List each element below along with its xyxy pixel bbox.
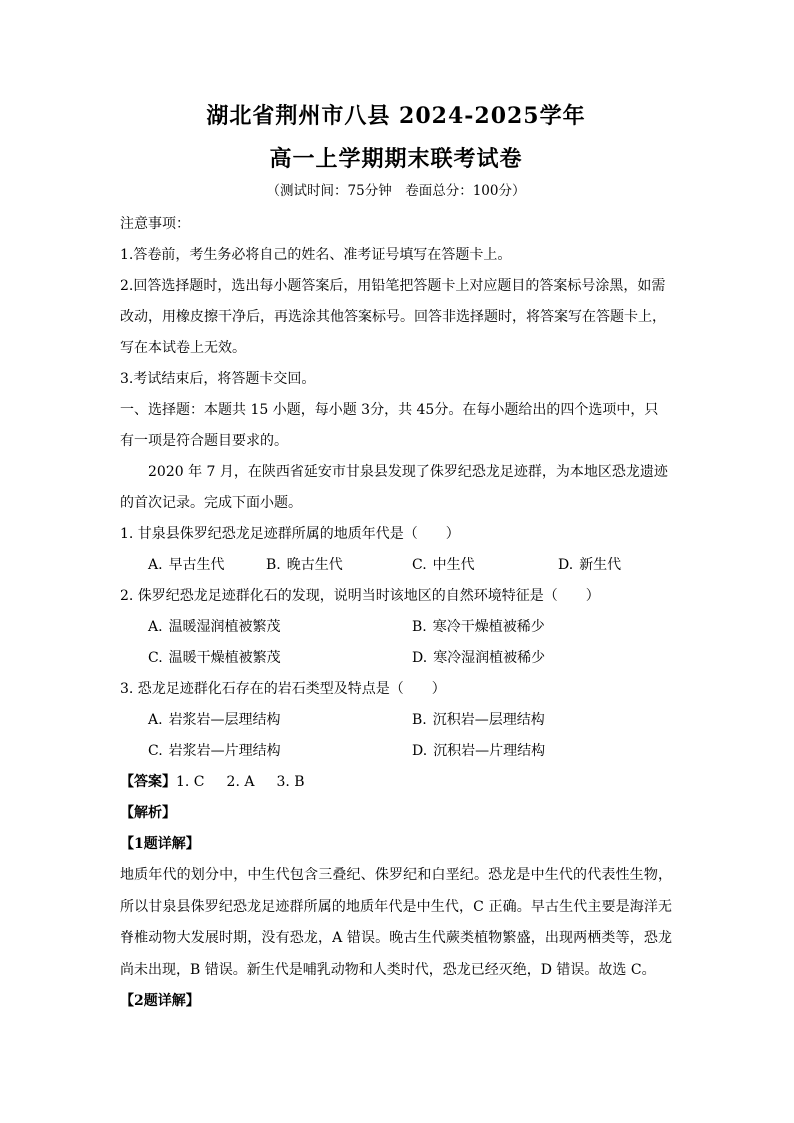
notice-item-2: 2.回答选择题时，选出每小题答案后，用铅笔把答题卡上对应题目的答案标号涂黑，如需改动，用橡皮擦干净后，再选涂其他答案标号。回答非选择题时，将答案写在答题卡上，写在本试卷上无效。 — [120, 278, 666, 356]
option-d — [412, 643, 672, 674]
question-1-options — [120, 550, 672, 581]
q1-analysis-text: 地质年代的划分中，中生代包含三叠纪、侏罗纪和白垩纪。恐龙是中生代的代表性生物，所以甘泉县侏罗纪恐龙足迹群所属的地质年代是中生代，C 正确。早古生代主要是海洋无脊椎动物大发展时期，没有恐龙，A 错误。晚古生代蕨类植物繁盛，出现两栖类等，恐龙尚未出现，B 错误。新生代是哺乳动物和人类时代，恐龙已经灭绝，D 错误。故选 C。 — [120, 867, 672, 978]
option-b — [412, 705, 672, 736]
answer-label: 【答案】 — [120, 774, 176, 790]
page-subtitle: 高一上学期期末联考试卷 — [269, 146, 523, 172]
option-letter: C. — [148, 743, 163, 759]
option-text: 温暖湿润植被繁茂 — [168, 619, 281, 635]
section-heading: 一、选择题：本题共 15 小题，每小题 3分，共 45分。在每小题给出的四个选项中，只有一项是符合题目要求的。 — [120, 402, 659, 449]
option-text: 寒冷干燥植被稀少 — [432, 619, 545, 635]
question-2: 2. 侏罗纪恐龙足迹群化石的发现，说明当时该地区的自然环境特征是（ ） — [120, 588, 600, 604]
option-c — [148, 736, 412, 767]
answer-line — [120, 767, 672, 798]
option-d — [558, 550, 698, 581]
option-b — [266, 550, 412, 581]
answer-item-2: 2. A — [226, 774, 255, 790]
exam-meta: （测试时间：75分钟 卷面总分：100分） — [266, 183, 526, 199]
notice-item-3: 3.考试结束后，将答题卡交回。 — [120, 371, 316, 387]
answer-item-3: 3. B — [276, 774, 305, 790]
option-letter: C. — [148, 650, 163, 666]
option-letter: A. — [148, 712, 163, 728]
option-text: 岩浆岩—层理结构 — [168, 712, 281, 728]
option-text: 早古生代 — [168, 557, 225, 573]
q2-analysis-label: 【2题详解】 — [120, 993, 200, 1009]
option-a — [148, 550, 266, 581]
option-letter: B. — [266, 557, 281, 573]
option-letter: D. — [412, 743, 428, 759]
option-text: 新生代 — [579, 557, 622, 573]
option-c — [412, 550, 558, 581]
analysis-label: 【解析】 — [120, 805, 176, 821]
option-text: 寒冷湿润植被稀少 — [433, 650, 546, 666]
option-letter: D. — [558, 557, 574, 573]
option-letter: B. — [412, 619, 427, 635]
option-letter: D. — [412, 650, 428, 666]
option-letter: A. — [148, 557, 163, 573]
option-letter: B. — [412, 712, 427, 728]
option-a — [148, 612, 412, 643]
page-title: 湖北省荆州市八县 2024-2025学年 — [206, 103, 586, 129]
option-text: 晚古生代 — [286, 557, 343, 573]
option-d — [412, 736, 672, 767]
question-3: 3. 恐龙足迹群化石存在的岩石类型及特点是（ ） — [120, 681, 446, 697]
question-stem: 2020 年 7 月，在陕西省延安市甘泉县发现了侏罗纪恐龙足迹群，为本地区恐龙遗迹的首次记录。完成下面小题。 — [120, 464, 668, 511]
notice-item-1: 1.答卷前，考生务必将自己的姓名、准考证号填写在答题卡上。 — [120, 247, 512, 263]
answer-item-1: 1. C — [176, 774, 205, 790]
option-c — [148, 643, 412, 674]
option-b — [412, 612, 672, 643]
q1-analysis-label: 【1题详解】 — [120, 836, 200, 852]
notice-heading: 注意事项： — [120, 216, 190, 232]
question-1: 1. 甘泉县侏罗纪恐龙足迹群所属的地质年代是（ ） — [120, 526, 460, 542]
option-a — [148, 705, 412, 736]
option-text: 沉积岩—层理结构 — [432, 712, 545, 728]
option-letter: C. — [412, 557, 427, 573]
question-3-options — [120, 705, 672, 767]
option-text: 岩浆岩—片理结构 — [168, 743, 281, 759]
question-2-options — [120, 612, 672, 674]
option-text: 中生代 — [432, 557, 475, 573]
option-text: 沉积岩—片理结构 — [433, 743, 546, 759]
option-text: 温暖干燥植被繁茂 — [168, 650, 281, 666]
option-letter: A. — [148, 619, 163, 635]
